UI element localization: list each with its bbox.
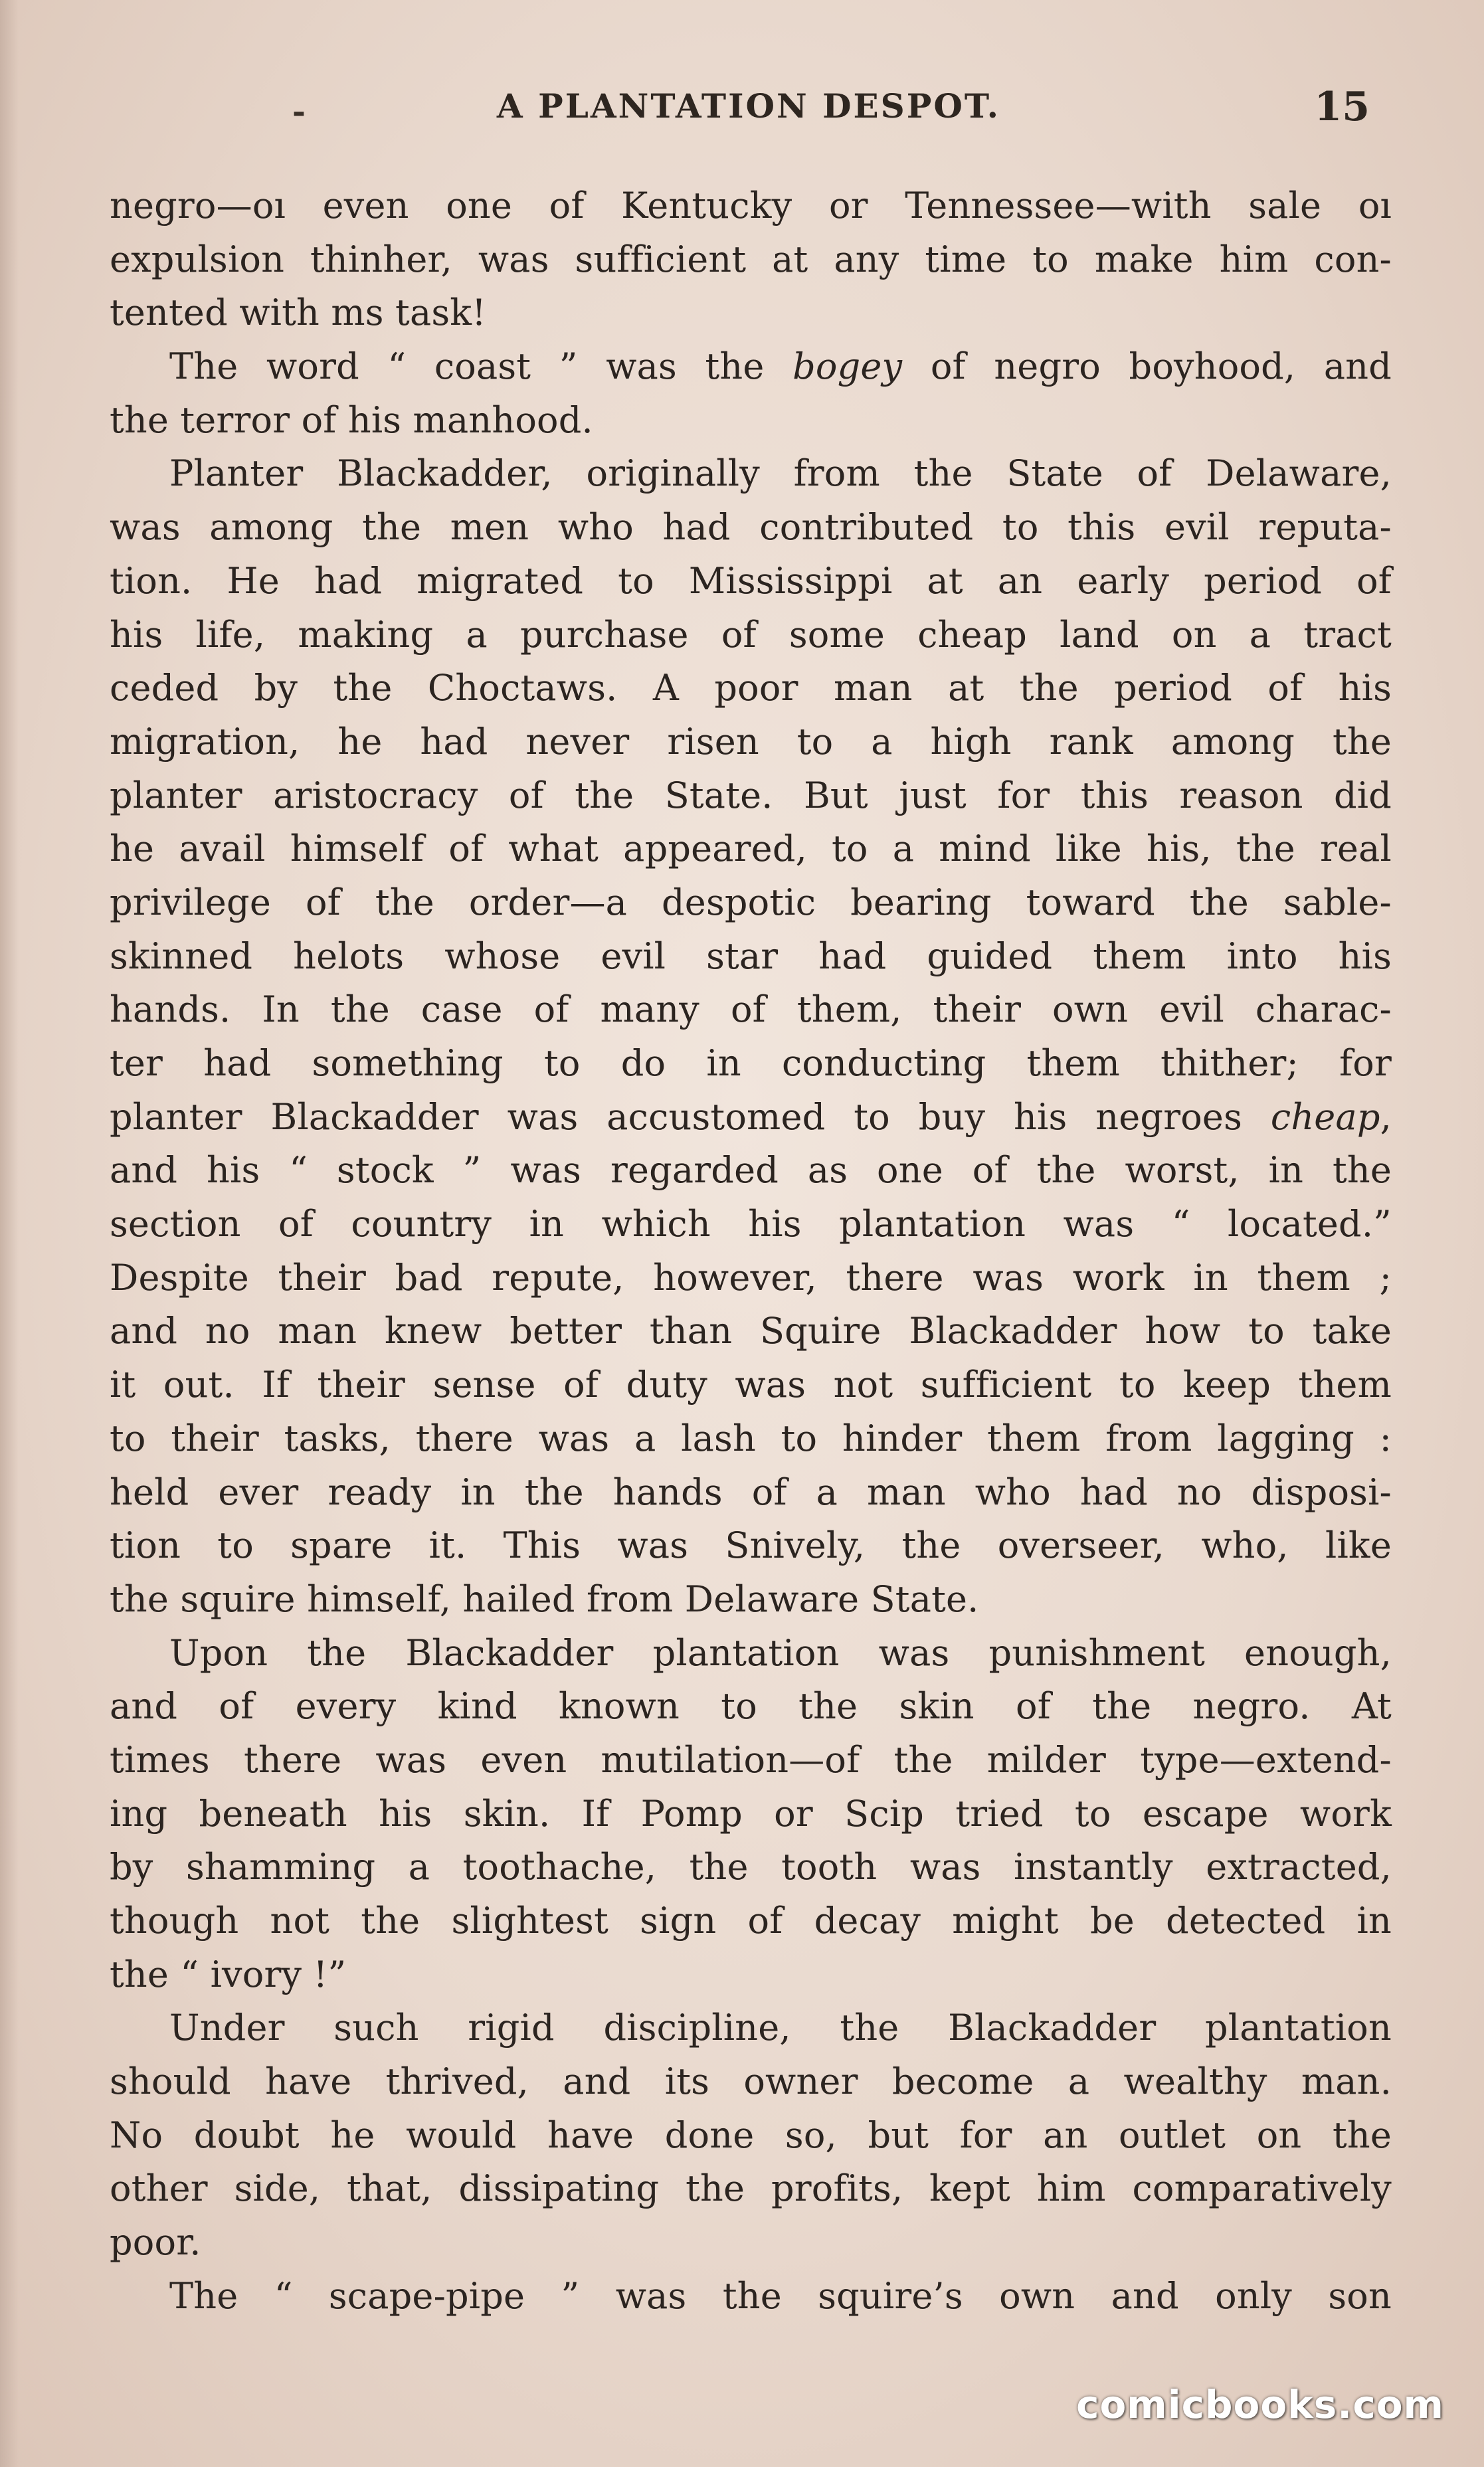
page-number: 15	[1314, 84, 1370, 130]
text-line	[110, 340, 1392, 394]
text-line	[110, 715, 1392, 769]
text-segment: skinned helots whose evil star had guided them into his	[110, 935, 1392, 977]
text-line	[110, 555, 1392, 608]
text-line	[110, 2109, 1392, 2163]
text-line	[110, 983, 1392, 1037]
text-segment: it out. If their sense of duty was not sufficient to keep them	[110, 1364, 1392, 1406]
text-line	[110, 1841, 1392, 1894]
text-segment: the squire himself, hailed from Delaware State.	[110, 1578, 979, 1620]
text-segment: to their tasks, there was a lash to hinder them from lagging :	[110, 1417, 1392, 1459]
text-line	[110, 769, 1392, 823]
text-line	[110, 1412, 1392, 1466]
text-segment: ing beneath his skin. If Pomp or Scip tried to escape work	[110, 1792, 1392, 1835]
text-segment: The “ scape-pipe ” was the squire’s own and only son	[169, 2274, 1392, 2317]
text-line	[110, 662, 1392, 715]
text-segment: ter had something to do in conducting them thither; for	[110, 1042, 1392, 1084]
text-segment: was among the men who had contributed to this evil reputa-	[110, 506, 1392, 549]
text-segment: the “ ivory !”	[110, 1953, 347, 1995]
text-line	[110, 1787, 1392, 1841]
text-segment: The word “ coast ” was the	[169, 345, 793, 388]
watermark: comicbooks.com	[1076, 2382, 1444, 2427]
text-line	[110, 822, 1392, 876]
text-line	[110, 1144, 1392, 1198]
text-segment: Planter Blackadder, originally from the State of Delaware,	[169, 452, 1392, 495]
chapter-title: A PLANTATION DESPOT.	[496, 86, 1001, 126]
text-line	[110, 930, 1392, 984]
text-line	[110, 1734, 1392, 1787]
text-line	[110, 1466, 1392, 1520]
text-segment: by shamming a toothache, the tooth was instantly extracted,	[110, 1846, 1392, 1888]
text-line	[110, 1627, 1392, 1681]
text-segment: and no man knew better than Squire Blackadder how to take	[110, 1310, 1392, 1352]
text-segment: other side, that, dissipating the profits, kept him comparatively	[110, 2167, 1392, 2210]
text-line	[110, 286, 1392, 340]
text-line	[110, 1091, 1392, 1144]
text-line	[110, 447, 1392, 501]
text-segment: Under such rigid discipline, the Blackadder plantation	[169, 2007, 1392, 2049]
text-line	[110, 233, 1392, 287]
text-segment: his life, making a purchase of some cheap land on a tract	[110, 613, 1392, 656]
text-segment: No doubt he would have done so, but for an outlet on the	[110, 2114, 1392, 2156]
text-segment: of negro boyhood, and	[902, 345, 1392, 388]
text-segment: Despite their bad repute, however, there was work in them ;	[110, 1256, 1392, 1299]
italic-word: bogey	[792, 345, 903, 388]
text-segment: planter Blackadder was accustomed to buy his negroes	[110, 1095, 1271, 1138]
header-mark: -	[292, 93, 306, 130]
text-segment: and his “ stock ” was regarded as one of the worst, in the	[110, 1149, 1392, 1192]
text-segment: migration, he had never risen to a high rank among the	[110, 720, 1392, 763]
body-text	[110, 179, 1392, 2324]
text-line	[110, 2055, 1392, 2109]
text-line	[110, 1358, 1392, 1412]
text-segment: section of country in which his plantation was “ located.”	[110, 1203, 1392, 1245]
text-line	[110, 2216, 1392, 2270]
text-segment: should have thrived, and its owner become a wealthy man.	[110, 2060, 1392, 2103]
text-line	[110, 1305, 1392, 1358]
text-line	[110, 1251, 1392, 1305]
text-segment: he avail himself of what appeared, to a mind like his, the real	[110, 828, 1392, 870]
text-segment: privilege of the order—a despotic bearing toward the sable-	[110, 881, 1392, 923]
text-line	[110, 608, 1392, 662]
text-line	[110, 179, 1392, 233]
text-segment: tion to spare it. This was Snively, the overseer, who, like	[110, 1524, 1392, 1567]
text-line	[110, 1894, 1392, 1948]
text-segment: the terror of his manhood.	[110, 399, 593, 441]
text-segment: poor.	[110, 2221, 201, 2264]
text-line	[110, 1037, 1392, 1091]
text-segment: hands. In the case of many of them, their own evil charac-	[110, 988, 1392, 1031]
text-segment: ceded by the Choctaws. A poor man at the period of his	[110, 667, 1392, 709]
text-line	[110, 2001, 1392, 2055]
text-line	[110, 1680, 1392, 1734]
text-line	[110, 1948, 1392, 2002]
text-line	[110, 1519, 1392, 1573]
text-segment: tented with ms task!	[110, 292, 487, 334]
text-segment: tion. He had migrated to Mississippi at an early period of	[110, 559, 1392, 602]
text-segment: planter aristocracy of the State. But just for this reason did	[110, 774, 1392, 816]
text-segment: though not the slightest sign of decay might be detected in	[110, 1900, 1392, 1942]
text-line	[110, 1198, 1392, 1251]
text-line	[110, 2162, 1392, 2216]
text-line	[110, 2270, 1392, 2324]
text-segment: and of every kind known to the skin of the negro. At	[110, 1685, 1392, 1728]
running-head	[113, 86, 1384, 133]
italic-word: cheap	[1270, 1095, 1380, 1138]
text-segment: expulsion thinher, was sufficient at any time to make him con-	[110, 238, 1392, 280]
text-line	[110, 501, 1392, 555]
text-segment: negro—oı even one of Kentucky or Tennessee—with sale oı	[110, 185, 1392, 227]
text-line	[110, 394, 1392, 448]
text-segment: held ever ready in the hands of a man who had no disposi-	[110, 1471, 1392, 1513]
text-line	[110, 876, 1392, 930]
text-segment: times there was even mutilation—of the milder type—extend-	[110, 1738, 1392, 1781]
text-segment: ,	[1380, 1095, 1392, 1138]
text-line	[110, 1573, 1392, 1627]
text-segment: Upon the Blackadder plantation was punishment enough,	[169, 1631, 1392, 1674]
